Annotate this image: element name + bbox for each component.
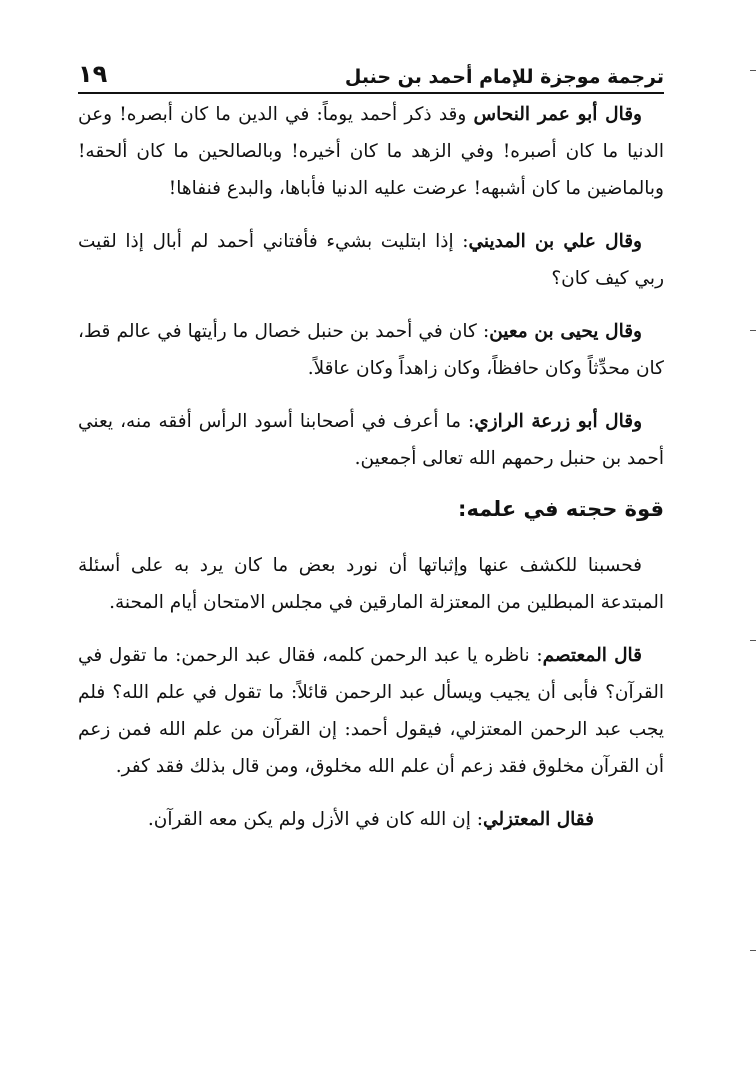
paragraph-lead: وقال يحيى بن معين — [489, 321, 642, 342]
paragraph-lead: وقال أبو زرعة الرازي — [474, 411, 643, 432]
paragraph-text: : كان في أحمد بن حنبل خصال ما رأيتها في عالم قط، كان محدِّثاً وكان حافظاً، وكان زاهداً وكان عاقلاً. — [78, 321, 664, 379]
dialogue-speaker: قال المعتصم — [542, 645, 642, 666]
dialogue-text: : ناظره يا عبد الرحمن كلمه، فقال عبد الرحمن: ما تقول في القرآن؟ فأبى أن يجيب ويسأل عبد الرحمن قائلاً: ما تقول في علم الله؟ فلم يجب عبد الرحمن المعتزلي، فيقول أحمد: إن القرآن من علم الله فمن زعم أن القرآن مخلوق فقد زعم أن علم الله مخلوق، ومن قال بذلك فقد كفر. — [78, 645, 664, 777]
paragraph-text: : ما أعرف في أصحابنا أسود الرأس أفقه منه، يعني أحمد بن حنبل رحمهم الله تعالى أجمعين. — [78, 411, 664, 469]
scan-edge-mark — [750, 640, 756, 641]
dialogue-al-mutasim — [78, 637, 664, 785]
running-title: ترجمة موجزة للإمام أحمد بن حنبل — [344, 66, 664, 88]
paragraph-lead: وقال أبو عمر النحاس — [473, 104, 642, 125]
paragraph-text: وقد ذكر أحمد يوماً: في الدين ما كان أبصره! وعن الدنيا ما كان أصبره! وفي الزهد ما كان أخيره! وبالصالحين ما كان ألحقه! وبالماضين ما كان أشبهه! عرضت عليه الدنيا فأباها، والبدع فنفاها! — [78, 104, 664, 199]
section-intro: فحسبنا للكشف عنها وإثباتها أن نورد بعض ما كان يرد به على أسئلة المبتدعة المبطلين من المعتزلة المارقين في مجلس الامتحان أيام المحنة. — [78, 555, 664, 613]
dialogue-mutazili — [78, 801, 664, 838]
paragraph-abu-umar — [78, 96, 664, 207]
scan-edge-mark — [750, 950, 756, 951]
paragraph-text: : إذا ابتليت بشيء فأفتاني أحمد لم أبال إذا لقيت ربي كيف كان؟ — [78, 231, 664, 289]
page-header — [78, 48, 664, 94]
dialogue-speaker: فقال المعتزلي — [483, 809, 594, 830]
section-heading: قوة حجته في علمه: — [458, 497, 664, 521]
dialogue-text: : إن الله كان في الأزل ولم يكن معه القرآن. — [147, 809, 484, 830]
paragraph-lead: وقال علي بن المديني — [468, 231, 642, 252]
paragraph-abu-zura — [78, 403, 664, 477]
scan-edge-mark — [750, 330, 756, 331]
paragraph-yahya-ibn-main — [78, 313, 664, 387]
page-number: ١٩ — [78, 60, 108, 88]
scan-edge-mark — [750, 70, 756, 71]
paragraph-ali-ibn-al-madini — [78, 223, 664, 297]
page-body — [78, 96, 664, 854]
